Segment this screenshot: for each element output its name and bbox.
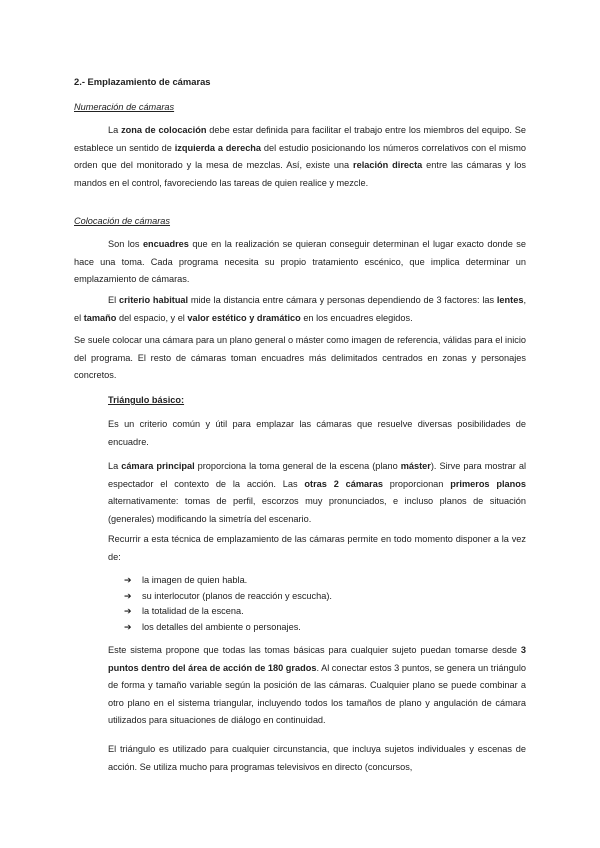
subheading-colocacion: Colocación de cámaras — [74, 216, 171, 226]
section-heading: 2.- Emplazamiento de cámaras — [74, 76, 211, 87]
list-item: ➔ los detalles del ambiente o personajes. — [124, 620, 332, 636]
paragraph-sistema: Este sistema propone que todas las tomas básicas para cualquier sujeto puedan tomarse desde 3 puntos dentro del área de acción de 180 grados. Al conectar estos 3 puntos, se genera un triángulo de forma y tamaño variable según la posición de las cámaras. Cualquier plano se puede combinar a otro plano en el sistema triangular, incluyendo todos los tamaños de plano y angulación de cámara utilizados para situaciones de diálogo en continuidad. — [108, 645, 527, 725]
list-item: ➔ la totalidad de la escena. — [124, 604, 332, 620]
paragraph-recurrir: Recurrir a esta técnica de emplazamiento de las cámaras permite en todo momento disponer a la vez de: — [108, 534, 526, 562]
paragraph-criterio: El criterio habitual mide la distancia entre cámara y personas dependiendo de 3 factores: las lentes, el tamaño del espacio, y el valor estético y dramático en los encuadres elegidos. — [74, 295, 526, 323]
arrow-bullet-icon: ➔ — [124, 575, 132, 585]
subheading-triangulo: Triángulo básico: — [108, 395, 185, 405]
arrow-bullet-icon: ➔ — [124, 606, 132, 616]
subheading-numeracion: Numeración de cámaras — [74, 102, 175, 112]
arrow-bullet-icon: ➔ — [124, 590, 132, 601]
bullet-list — [124, 573, 332, 635]
paragraph-camara-principal: La cámara principal proporciona la toma general de la escena (plano máster). Sirve para mostrar al espectador el contexto de la acción. Las otras 2 cámaras proporcionan primeros planos alternativamente: tomas de perfil, escorzos muy pronunciados, e incluso planos de situación (generales) modificando la simetría del escenario. — [108, 461, 526, 524]
paragraph-criterio-comun: Es un criterio común y útil para emplazar las cámaras que resuelve diversas posibilidades de encuadre. — [108, 419, 526, 447]
list-item: ➔ su interlocutor (planos de reacción y escucha). — [124, 589, 332, 605]
paragraph-numeracion: La zona de colocación debe estar definida para facilitar el trabajo entre los miembros del equipo. Se establece un sentido de izquierda a derecha del estudio posicionando los números correlativos con el mismo orden que del monitorado y la mesa de mezclas. Así, existe una relación directa entre las cámaras y los mandos en el control, favoreciendo las tareas de quien realice y mezcle. — [74, 125, 526, 188]
paragraph-master: Se suele colocar una cámara para un plano general o máster como imagen de referencia, válidas para el inicio del programa. El resto de cámaras toman encuadres más delimitados centrados en zonas y personajes concretos. — [74, 335, 526, 380]
paragraph-encuadres: Son los encuadres que en la realización se quieran conseguir determinan el lugar exacto donde se hace una toma. Cada programa necesita su propio tratamiento escénico, que implica determinar un emplazamiento de cámaras. — [74, 239, 527, 284]
list-item: ➔ la imagen de quien habla. — [124, 573, 332, 589]
paragraph-triangulo-uso: El triángulo es utilizado para cualquier circunstancia, que incluya sujetos individuales y escenas de acción. Se utiliza mucho para programas televisivos en directo (concursos, — [108, 744, 526, 772]
arrow-bullet-icon: ➔ — [124, 621, 132, 632]
